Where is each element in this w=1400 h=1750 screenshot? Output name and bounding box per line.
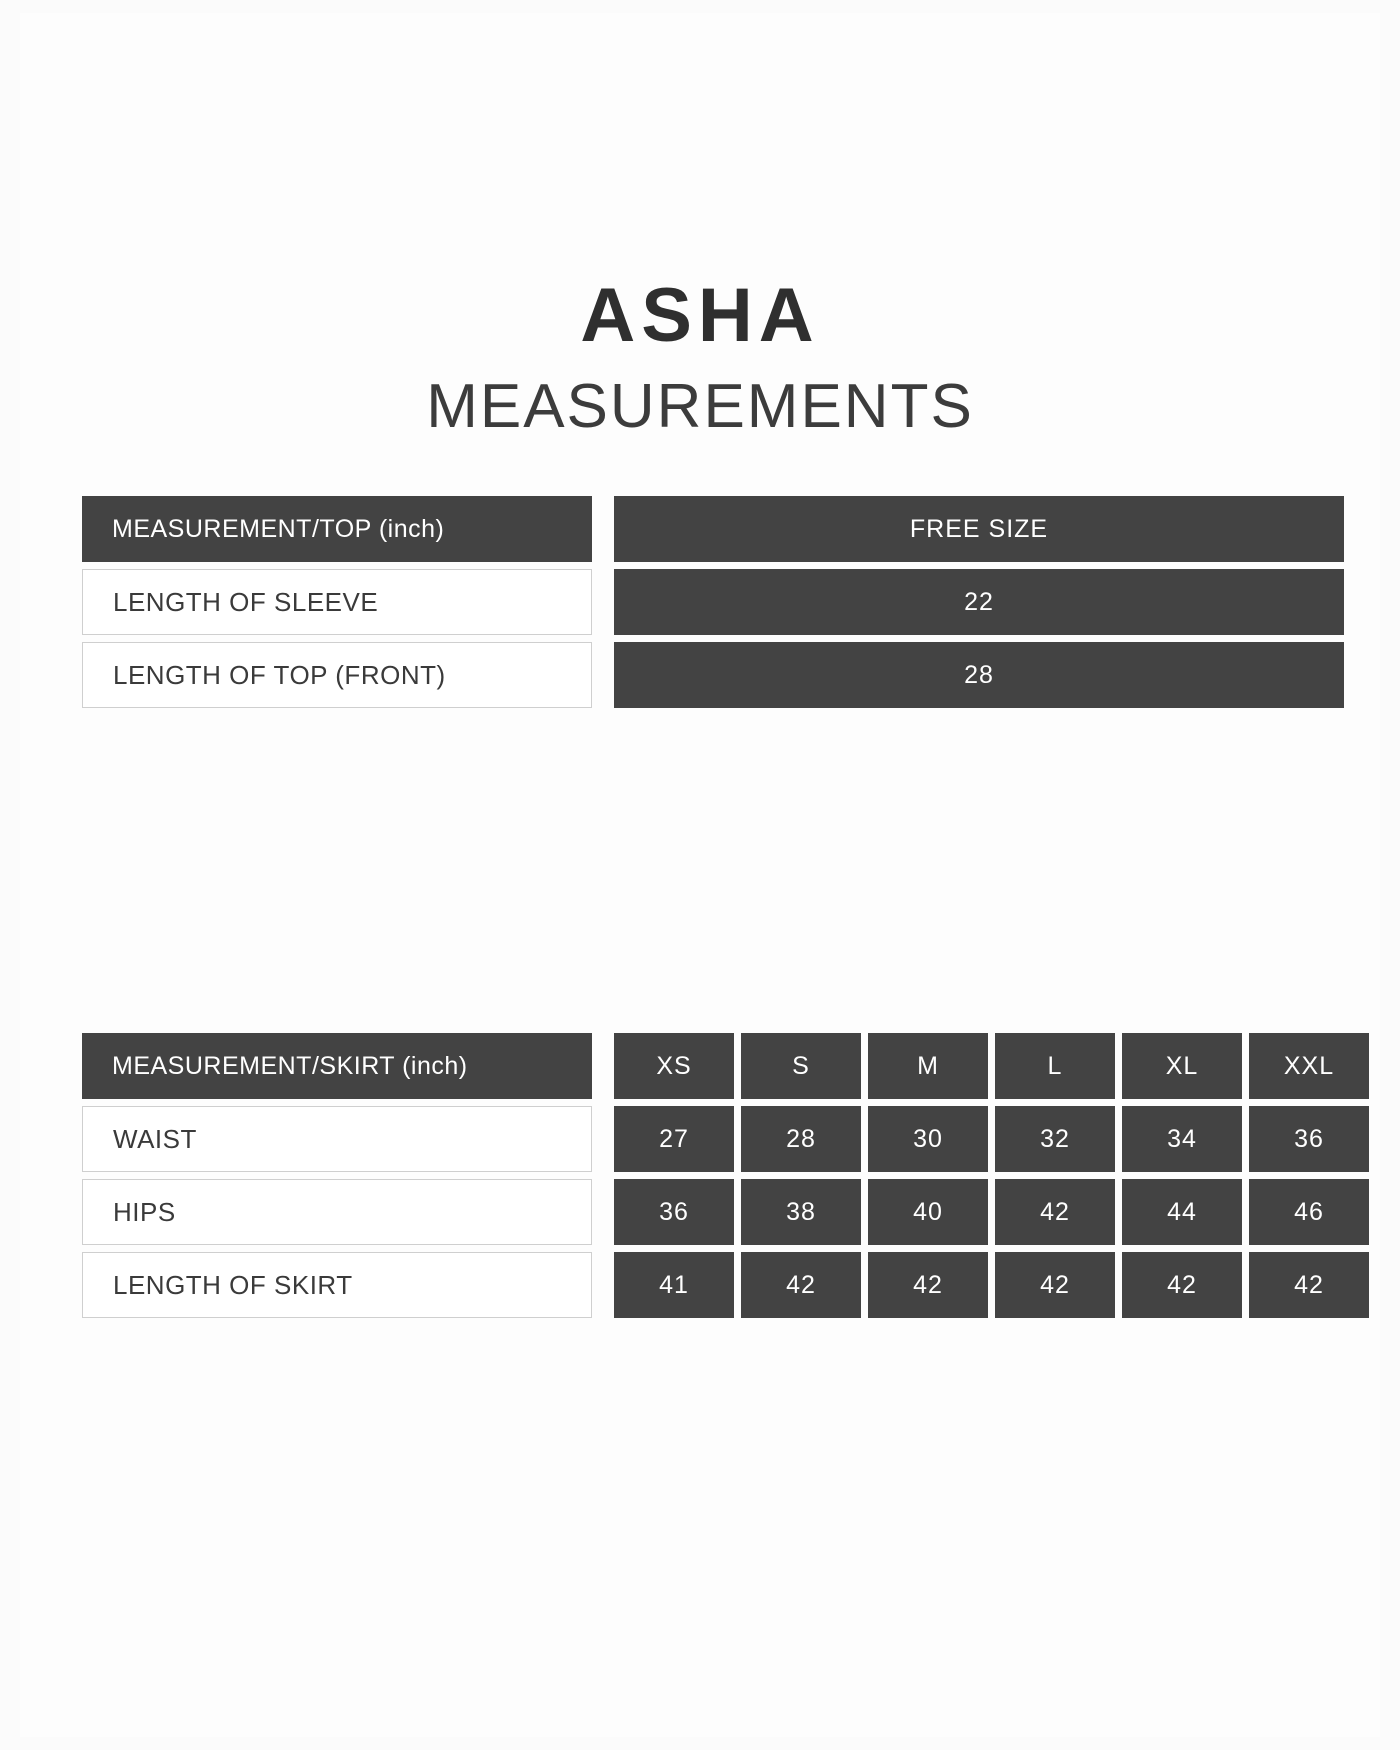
table-header-row xyxy=(82,1033,1369,1099)
skirt-waist-l: 32 xyxy=(995,1106,1115,1172)
row-spacer xyxy=(82,1099,1369,1106)
table-header-row xyxy=(82,496,1344,562)
skirt-row-label-length xyxy=(82,1252,592,1318)
title-block xyxy=(20,273,1380,441)
table-row xyxy=(82,569,1344,635)
skirt-measurements-table xyxy=(82,1033,1369,1318)
skirt-size-header-m: M xyxy=(868,1033,988,1099)
skirt-waist-s: 28 xyxy=(741,1106,861,1172)
brand-title: ASHA xyxy=(580,273,820,358)
skirt-hips-l: 42 xyxy=(995,1179,1115,1245)
row-spacer xyxy=(82,1245,1369,1252)
skirt-hips-xs: 36 xyxy=(614,1179,734,1245)
top-row-values-top-front xyxy=(614,642,1344,708)
row-spacer xyxy=(82,635,1344,642)
skirt-row-label-hips xyxy=(82,1179,592,1245)
skirt-row-values-waist xyxy=(614,1106,1369,1172)
skirt-label-header-cell xyxy=(82,1033,592,1099)
skirt-size-header-xs: XS xyxy=(614,1033,734,1099)
top-size-header-cells xyxy=(614,496,1344,562)
skirt-hips-s: 38 xyxy=(741,1179,861,1245)
skirt-row-label-length-text: LENGTH OF SKIRT xyxy=(82,1252,592,1318)
skirt-hips-xl: 44 xyxy=(1122,1179,1242,1245)
skirt-length-m: 42 xyxy=(868,1252,988,1318)
skirt-waist-xl: 34 xyxy=(1122,1106,1242,1172)
skirt-size-header-s: S xyxy=(741,1033,861,1099)
top-row-label-top-front-text: LENGTH OF TOP (FRONT) xyxy=(82,642,592,708)
page-subtitle: MEASUREMENTS xyxy=(426,372,974,441)
top-row-label-sleeve-text: LENGTH OF SLEEVE xyxy=(82,569,592,635)
skirt-size-header-xxl: XXL xyxy=(1249,1033,1369,1099)
table-row xyxy=(82,1252,1369,1318)
top-label-header-text: MEASUREMENT/TOP (inch) xyxy=(82,496,592,562)
top-row-label-sleeve xyxy=(82,569,592,635)
table-row xyxy=(82,642,1344,708)
skirt-waist-m: 30 xyxy=(868,1106,988,1172)
row-spacer xyxy=(82,1172,1369,1179)
skirt-waist-xs: 27 xyxy=(614,1106,734,1172)
skirt-row-label-hips-text: HIPS xyxy=(82,1179,592,1245)
table-row xyxy=(82,1106,1369,1172)
skirt-size-header-l: L xyxy=(995,1033,1115,1099)
skirt-length-s: 42 xyxy=(741,1252,861,1318)
skirt-length-xl: 42 xyxy=(1122,1252,1242,1318)
skirt-row-label-waist-text: WAIST xyxy=(82,1106,592,1172)
top-row-value-sleeve: 22 xyxy=(614,569,1344,635)
skirt-length-xxl: 42 xyxy=(1249,1252,1369,1318)
skirt-label-header-text: MEASUREMENT/SKIRT (inch) xyxy=(82,1033,592,1099)
top-size-header-free-size: FREE SIZE xyxy=(614,496,1344,562)
skirt-length-l: 42 xyxy=(995,1252,1115,1318)
skirt-row-values-hips xyxy=(614,1179,1369,1245)
row-spacer xyxy=(82,562,1344,569)
skirt-size-header-xl: XL xyxy=(1122,1033,1242,1099)
skirt-row-label-waist xyxy=(82,1106,592,1172)
skirt-length-xs: 41 xyxy=(614,1252,734,1318)
skirt-row-values-length xyxy=(614,1252,1369,1318)
size-chart-sheet xyxy=(20,13,1380,1737)
top-row-values-sleeve xyxy=(614,569,1344,635)
skirt-size-header-cells xyxy=(614,1033,1369,1099)
skirt-waist-xxl: 36 xyxy=(1249,1106,1369,1172)
top-label-header-cell xyxy=(82,496,592,562)
top-row-label-top-front xyxy=(82,642,592,708)
table-row xyxy=(82,1179,1369,1245)
top-measurements-table xyxy=(82,496,1344,708)
top-row-value-top-front: 28 xyxy=(614,642,1344,708)
skirt-hips-m: 40 xyxy=(868,1179,988,1245)
skirt-hips-xxl: 46 xyxy=(1249,1179,1369,1245)
